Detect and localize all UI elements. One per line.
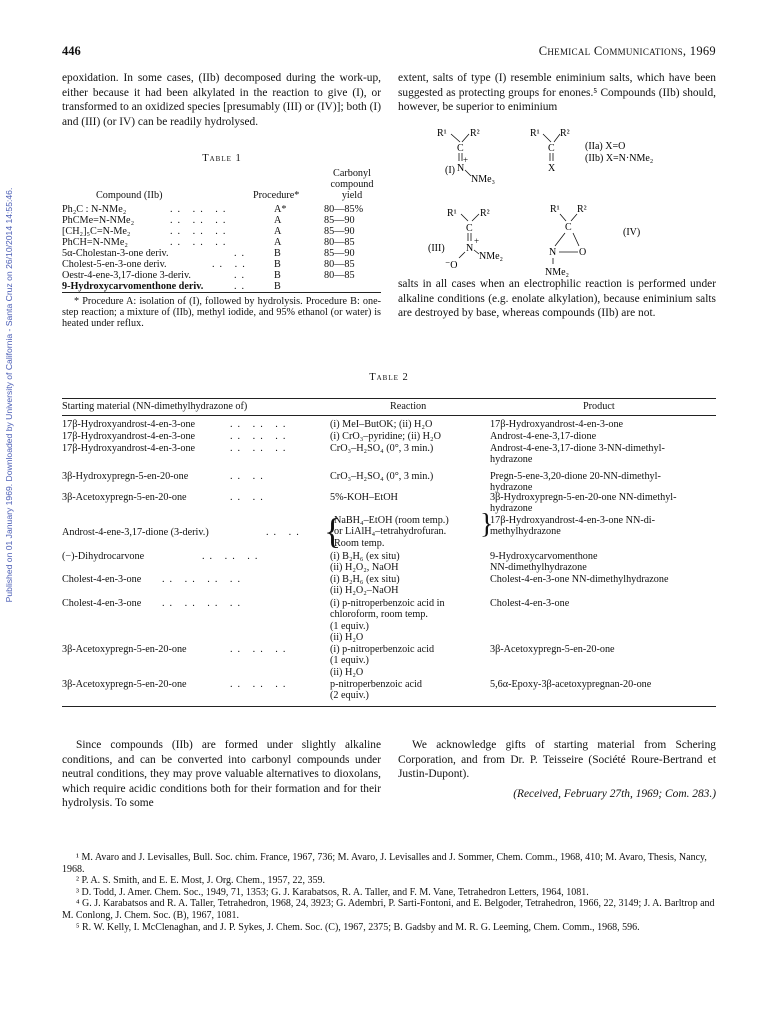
table1-yield: 85—90: [324, 226, 355, 237]
table2-start: 3β-Acetoxypregn-5-en-20-one: [62, 644, 187, 655]
struct-I-NMe3: NMe₃: [471, 174, 496, 185]
bottom-left-paragraph: Since compounds (IIb) are formed under slightly alkaline conditions, and can be converted into carbonyl compounds under neutral conditions, they may prove valuable alternatives to dioxolans, which require acidic conditions both for their formation and for their hydrolysis. To some: [62, 739, 381, 810]
struct-III-R1: R¹: [447, 208, 457, 219]
table1-row: Ph₂C : N-NMe₂ .. .. .. A* 80—85%: [62, 204, 364, 215]
table1-yield: 80—85: [324, 259, 355, 270]
table1-header-compound: Compound (IIb): [96, 190, 163, 201]
table1-yield: 85—90: [324, 215, 355, 226]
table1-rule: [62, 292, 381, 293]
struct-IV-NMe2: NMe₂: [545, 267, 570, 278]
reference-item: ⁵ R. W. Kelly, I. McClenaghan, and J. P. Sykes, J. Chem. Soc. (C), 1967, 2375; B. Gadsby and M. R. G. Leeming, Chem. Comm., 1968, 596.: [76, 921, 640, 933]
table1-procedure: B: [274, 270, 281, 281]
right-column-paragraph-2: salts in all cases when an electrophilic reaction is performed under alkaline conditions (e.g. enolate alkylation), because eniminium salts are destroyed by base, whereas compounds (IIb) are not.: [398, 278, 716, 320]
table2-product: 3β-Hydroxypregn-5-en-20-one NN-dimethyl- hydrazone: [490, 492, 677, 515]
table2-start: Cholest-4-en-3-one: [62, 574, 142, 585]
download-notice: [2, 160, 16, 630]
table2-start: 17β-Hydroxyandrost-4-en-3-one: [62, 431, 196, 442]
table1-row: PhCMe=N-NMe₂ .. .. .. A 85—90: [62, 215, 355, 226]
table2-start: Androst-4-ene-3,17-dione (3-deriv.): [62, 527, 209, 538]
struct-IV-R2: R²: [577, 204, 587, 215]
table2-reaction: (i) p-nitroperbenzoic acid (1 equiv.) (ii) H₂O: [330, 644, 435, 678]
reference-item: ⁴ G. J. Karabatsos and R. A. Taller, Tetrahedron, 1968, 24, 3923; G. Adembri, P. Sarti-Fontoni, and E. Belgoder, Tetrahedron, 1966, 22, 3149; J. A. Barltrop and M. Conlong, J. Chem. Soc. (B), 1967, 1081.: [62, 898, 715, 921]
struct-IIb-label: (IIb) X=N·NMe₂: [585, 153, 654, 164]
struct-II-R1: R¹: [530, 128, 540, 139]
table2-product: Cholest-4-en-3-one: [490, 598, 570, 609]
table1-row: 9-Hydroxycarvomenthone deriv. .. B: [62, 281, 281, 292]
page-header: [62, 44, 716, 60]
table2-caption: Table 2: [369, 372, 409, 383]
table2-reaction: (i) CrO₃–pyridine; (ii) H₂O: [330, 431, 441, 442]
table2-product: 5,6α-Epoxy-3β-acetoxypregnan-20-one: [490, 679, 652, 690]
struct-III-R2: R²: [480, 208, 490, 219]
table2-header-start: Starting material (NN-dimethylhydrazone of): [62, 401, 248, 412]
struct-IV-label: (IV): [623, 227, 641, 238]
table1-compound: 9-Hydroxycarvomenthone deriv.: [62, 281, 204, 292]
table1-row: Cholest-5-en-3-one deriv. .. .. B 80—85: [62, 259, 355, 270]
struct-III-NMe2: NMe₂: [479, 251, 504, 262]
table1-procedure: B: [274, 259, 281, 270]
table2-reaction: NaBH₄–EtOH (room temp.) or LiAlH₄–tetrahydrofuran. Room temp.: [334, 515, 449, 549]
table2-start: 3β-Hydroxypregn-5-en-20-one: [62, 471, 189, 482]
table1-compound: 5α-Cholestan-3-one deriv.: [62, 248, 169, 259]
struct-IV-O: O: [579, 247, 587, 258]
table1-yield: 80—85%: [324, 204, 364, 215]
table2-header-reaction: Reaction: [390, 401, 427, 412]
table1-yield: 80—85: [324, 270, 355, 281]
struct-II-R2: R²: [560, 128, 570, 139]
table2-reaction: CrO₃–H₂SO₄ (0°, 3 min.): [330, 471, 434, 482]
table1-compound: Cholest-5-en-3-one deriv.: [62, 259, 167, 270]
struct-I-plus: +: [463, 155, 469, 165]
table2-product: 17β-Hydroxyandrost-4-en-3-one NN-di- methylhydrazone: [490, 515, 656, 538]
table2-product: Pregn-5-ene-3,20-dione 20-NN-dimethyl- hydrazone: [490, 471, 661, 494]
bottom-right-paragraph: We acknowledge gifts of starting material from Schering Corporation, and from Dr. P. Teisseire (Société Roure-Bertrand et Justin-Dupont).: [398, 739, 716, 781]
references: [62, 852, 716, 933]
table2-product: Androst-4-ene-3,17-dione 3-NN-dimethyl- hydrazone: [490, 443, 665, 466]
table2-header-product: Product: [583, 401, 615, 412]
struct-I-R1: R¹: [437, 128, 447, 139]
table2-header-rule: [62, 415, 716, 416]
table1-procedure: A: [274, 215, 282, 226]
table1-compound: PhCMe=N-NMe₂: [62, 215, 135, 226]
reference-item: ¹ M. Avaro and J. Levisalles, Bull. Soc. chim. France, 1967, 736; M. Avaro, J. Levisalles and J. Sommer, Chem. Comm., 1968, 410; M. Avaro, Thesis, Nancy, 1968.: [62, 852, 707, 875]
table2-start: (−)-Dihydrocarvone: [62, 551, 145, 562]
table1-compound: [CH₂]₅C=N-Me₂: [62, 226, 131, 237]
table2-product: 9-Hydroxycarvomenthone NN-dimethylhydrazone: [490, 551, 598, 574]
struct-III-C: C: [466, 223, 473, 234]
struct-III-N: N: [466, 243, 474, 254]
struct-II-C: C: [548, 143, 555, 154]
table1-row: Oestr-4-ene-3,17-dione 3-deriv. .. B 80—85: [62, 270, 355, 281]
table2-product: Cholest-4-en-3-one NN-dimethylhydrazone: [490, 574, 669, 585]
table2: Starting material (NN-dimethylhydrazone of) Reaction Product 17β-Hydroxyandrost-4-en-3-one .. .. .. (i) MeI–ButOK; (ii) H₂O 17β-Hydroxyandrost-4-en-3-one 17β-Hydroxyandrost-4-en-3-one .. .. .. (i) CrO₃–pyridine; (ii) H₂O Androst-4-ene-3,17-dione 17β-Hydroxyandrost-4-en-3-one .. .. .. CrO₃–H₂SO₄ (0°, 3 min.) Androst-4-ene-3,17-dione 3-NN-dimethyl- hydrazone 3β-Hydroxypregn-5-en-20-one .. .. CrO₃–H₂SO₄ (0°, 3 min.) Pregn-5-ene-3,20-dione 20-NN-dimethyl- hydrazone 3β-Acetoxypregn-5-en-20-one .. .. 5%-KOH–EtOH 3β-Hydroxypregn-5-en-20-one NN-dimethyl- hydrazone Androst-4-ene-3,17-dione (3-deriv.) .. .. { NaBH₄–EtOH (room temp.) or LiAlH₄–tetrahydrofuran. Room temp. } 17β-Hydroxyandrost-4-en-3-one NN-di- methylhydrazone (−)-Dihydrocarvone .. .. .. (i) B₂H₆ (ex situ) (ii) H₂O₂, NaOH 9-Hydroxycarvomenthone NN-dimethylhydrazone Cholest-4-en-3-one .. .. .. .. (i) B₂H₆ (ex situ) (ii) H₂O₂–NaOH Cholest-4-en-3-one NN-dimethylhydrazone Cholest-4-en-3-one .. .. .. .. (i) p-nitroperbenzoic acid in chloroform, room temp. (1 equiv.) (ii) H₂O Cholest-4-en-3-one 3β-Acetoxypregn-5-en-20-one .. .. .. (i) p-nitroperbenzoic acid (1 equiv.) (ii) H₂O 3β-Acetoxypregn-5-en-20-one 3β-Acetoxypregn-5-en-20-one .. .. .. p-nitroperbenzoic acid (2 equiv.) 5,6α-Epoxy-3β-acetoxypregnan-20-one: [62, 401, 677, 702]
struct-I-N: N: [457, 163, 465, 174]
reference-item: ³ D. Todd, J. Amer. Chem. Soc., 1949, 71, 1353; G. J. Karabatsos, R. A. Taller, and F. M. Vane, Tetrahedron Letters, 1964, 1081.: [76, 886, 589, 898]
right-column-paragraph: extent, salts of type (I) resemble eniminium salts, which have been suggested as protecting groups for enones.⁵ Compounds (IIb) should, however, be superior to eniminium: [398, 72, 716, 114]
table1-compound: PhCH=N-NMe₂: [62, 237, 128, 248]
table2-product: Androst-4-ene-3,17-dione: [490, 431, 597, 442]
struct-IV-N: N: [549, 247, 557, 258]
left-column-paragraph: epoxidation. In some cases, (IIb) decomposed during the work-up, either because it had been alkylated in the reaction to give (I), or transformed to an oxidized species [presumably (III) or (IV)]; both (I) and (III) (or IV) can be readily hydrolysed.: [62, 72, 381, 128]
table2-start: 3β-Acetoxypregn-5-en-20-one: [62, 679, 187, 690]
struct-I-C: C: [457, 143, 464, 154]
table1-header-yield: Carbonyl compound yield: [330, 168, 374, 202]
table1-yield: 80—85: [324, 237, 355, 248]
table2-reaction: CrO₃–H₂SO₄ (0°, 3 min.): [330, 443, 434, 454]
table1-caption: Table 1: [202, 153, 242, 164]
table1-yield: 85—90: [324, 248, 355, 259]
struct-III-label: (III): [428, 243, 445, 254]
struct-IV-R1: R¹: [550, 204, 560, 215]
struct-II-X: X: [548, 163, 556, 174]
table2-reaction: 5%-KOH–EtOH: [330, 492, 398, 503]
table1-procedure: A*: [274, 204, 287, 215]
struct-I-R2: R²: [470, 128, 480, 139]
table1-procedure: A: [274, 226, 282, 237]
table2-reaction: p-nitroperbenzoic acid (2 equiv.): [330, 679, 422, 702]
table1-header-procedure: Procedure*: [253, 190, 300, 201]
table1-row: 5α-Cholestan-3-one deriv. .. B 85—90: [62, 248, 355, 259]
table2-start: 17β-Hydroxyandrost-4-en-3-one: [62, 419, 196, 430]
table2-reaction: (i) B₂H₆ (ex situ) (ii) H₂O₂, NaOH: [330, 551, 400, 574]
table2-start: 3β-Acetoxypregn-5-en-20-one: [62, 492, 187, 503]
chemical-structures: [395, 118, 725, 278]
struct-III-plus: +: [474, 236, 480, 246]
struct-IV-C: C: [565, 222, 572, 233]
struct-IIa-label: (IIa) X=O: [585, 141, 626, 152]
table1-procedure: B: [274, 281, 281, 292]
table2-reaction: (i) p-nitroperbenzoic acid in chloroform, room temp. (1 equiv.) (ii) H₂O: [330, 598, 445, 643]
struct-I-label: (I): [445, 165, 455, 176]
table1-row: PhCH=N-NMe₂ .. .. .. A 80—85: [62, 237, 355, 248]
table1-procedure: A: [274, 237, 282, 248]
download-notice-text: Published on 01 January 1969. Downloaded by University of California - Santa Cruz on 26/10/2014 14:55:46.: [4, 187, 14, 603]
table2-bottom-rule: [62, 706, 716, 707]
table1-compound: Oestr-4-ene-3,17-dione 3-deriv.: [62, 270, 191, 281]
table2-reaction: (i) B₂H₆ (ex situ) (ii) H₂O₂–NaOH: [330, 574, 400, 597]
struct-III-O: ⁻O: [445, 260, 458, 271]
page-number: 446: [62, 44, 81, 58]
table1-procedure: B: [274, 248, 281, 259]
table2-reaction: (i) MeI–ButOK; (ii) H₂O: [330, 419, 433, 430]
table1-footnote: * Procedure A: isolation of (I), followed by hydrolysis. Procedure B: one-step reaction; a mixture of (IIb), methyl iodide, and 95% ethanol (or water) is heated under reflux.: [62, 296, 381, 330]
received-note: (Received, February 27th, 1969; Com. 283.): [513, 788, 716, 800]
table2-start: 17β-Hydroxyandrost-4-en-3-one: [62, 443, 196, 454]
table1-compound: Ph₂C : N-NMe₂: [62, 204, 127, 215]
table2-product: 17β-Hydroxyandrost-4-en-3-one: [490, 419, 624, 430]
reference-item: ² P. A. S. Smith, and E. E. Most, J. Org. Chem., 1957, 22, 359.: [76, 875, 325, 887]
journal-title: Chemical Communications, 1969: [538, 44, 716, 58]
table2-start: Cholest-4-en-3-one: [62, 598, 142, 609]
table2-top-rule: [62, 398, 716, 399]
table1-row: [CH₂]₅C=N-Me₂ .. .. .. A 85—90: [62, 226, 355, 237]
table2-product: 3β-Acetoxypregn-5-en-20-one: [490, 644, 615, 655]
